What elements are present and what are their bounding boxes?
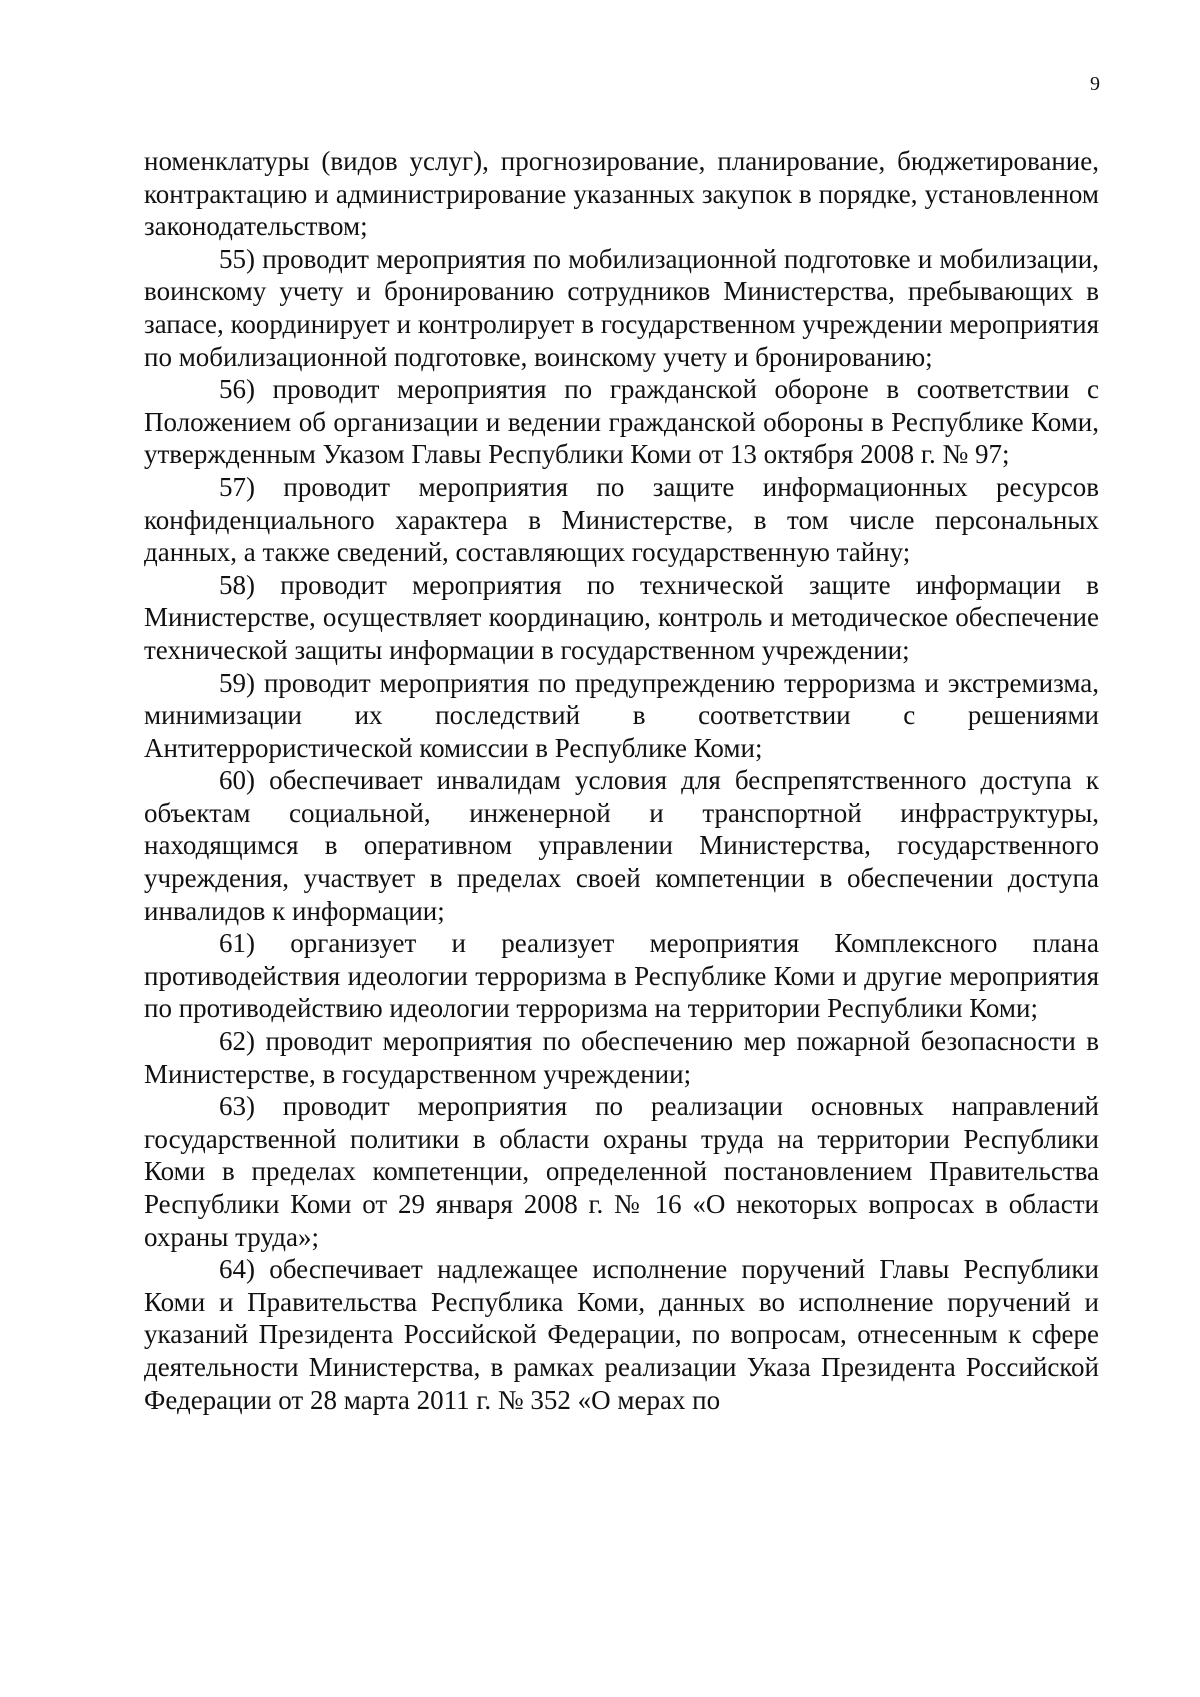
paragraph: 56) проводит мероприятия по гражданской обороне в соответствии с Положением об организации и ведении гражданской обороны в Республике Коми, утвержденным Указом Главы Республики Коми от 13 октября 2008 г. № 97;	[144, 374, 1099, 470]
paragraph: 63) проводит мероприятия по реализации основных направлений государственной политики в области охраны труда на территории Республики Коми в пределах компетенции, определенной постановлением Правительства Республики Коми от 29 января 2008 г. № 16 «О некоторых вопросах в области охраны труда»;	[144, 1091, 1099, 1252]
paragraph: 57) проводит мероприятия по защите информационных ресурсов конфиденциального характера в Министерстве, в том числе персональных данных, а также сведений, составляющих государственную тайну;	[144, 471, 1099, 568]
page-number: 9	[1090, 73, 1100, 95]
paragraph: 64) обеспечивает надлежащее исполнение поручений Главы Республики Коми и Правительства Республика Коми, данных во исполнение поручений и указаний Президента Российской Федерации, по вопросам, отнесенным к сфере деятельности Министерства, в рамках реализации Указа Президента Российской Федерации от 28 марта 2011 г. № 352 «О мерах по	[144, 1254, 1099, 1415]
paragraph: 59) проводит мероприятия по предупреждению терроризма и экстремизма, минимизации их последствий в соответствии с решениями Антитеррористической комиссии в Республике Коми;	[144, 667, 1099, 763]
paragraph: 58) проводит мероприятия по технической защите информации в Министерстве, осуществляет координацию, контроль и методическое обеспечение технической защиты информации в государственном учреждении;	[144, 569, 1099, 665]
paragraph: 60) обеспечивает инвалидам условия для беспрепятственного доступа к объектам социальной, инженерной и транспортной инфраструктуры, находящимся в оперативном управлении Министерства, государственного учреждения, участвует в пределах своей компетенции в обеспечении доступа инвалидов к информации;	[144, 765, 1099, 926]
document-body	[144, 145, 1099, 1416]
paragraph: 61) организует и реализует мероприятия Комплексного плана противодействия идеологии терроризма в Республике Коми и другие мероприятия по противодействию идеологии терроризма на территории Республики Коми;	[144, 928, 1099, 1024]
paragraph: 62) проводит мероприятия по обеспечению мер пожарной безопасности в Министерстве, в государственном учреждении;	[144, 1026, 1099, 1089]
paragraph: 55) проводит мероприятия по мобилизационной подготовке и мобилизации, воинскому учету и бронированию сотрудников Министерства, пребывающих в запасе, координирует и контролирует в государственном учреждении мероприятия по мобилизационной подготовке, воинскому учету и бронированию;	[144, 243, 1099, 372]
paragraph: номенклатуры (видов услуг), прогнозирование, планирование, бюджетирование, контрактацию и администрирование указанных закупок в порядке, установленном законодательством;	[144, 146, 1099, 242]
